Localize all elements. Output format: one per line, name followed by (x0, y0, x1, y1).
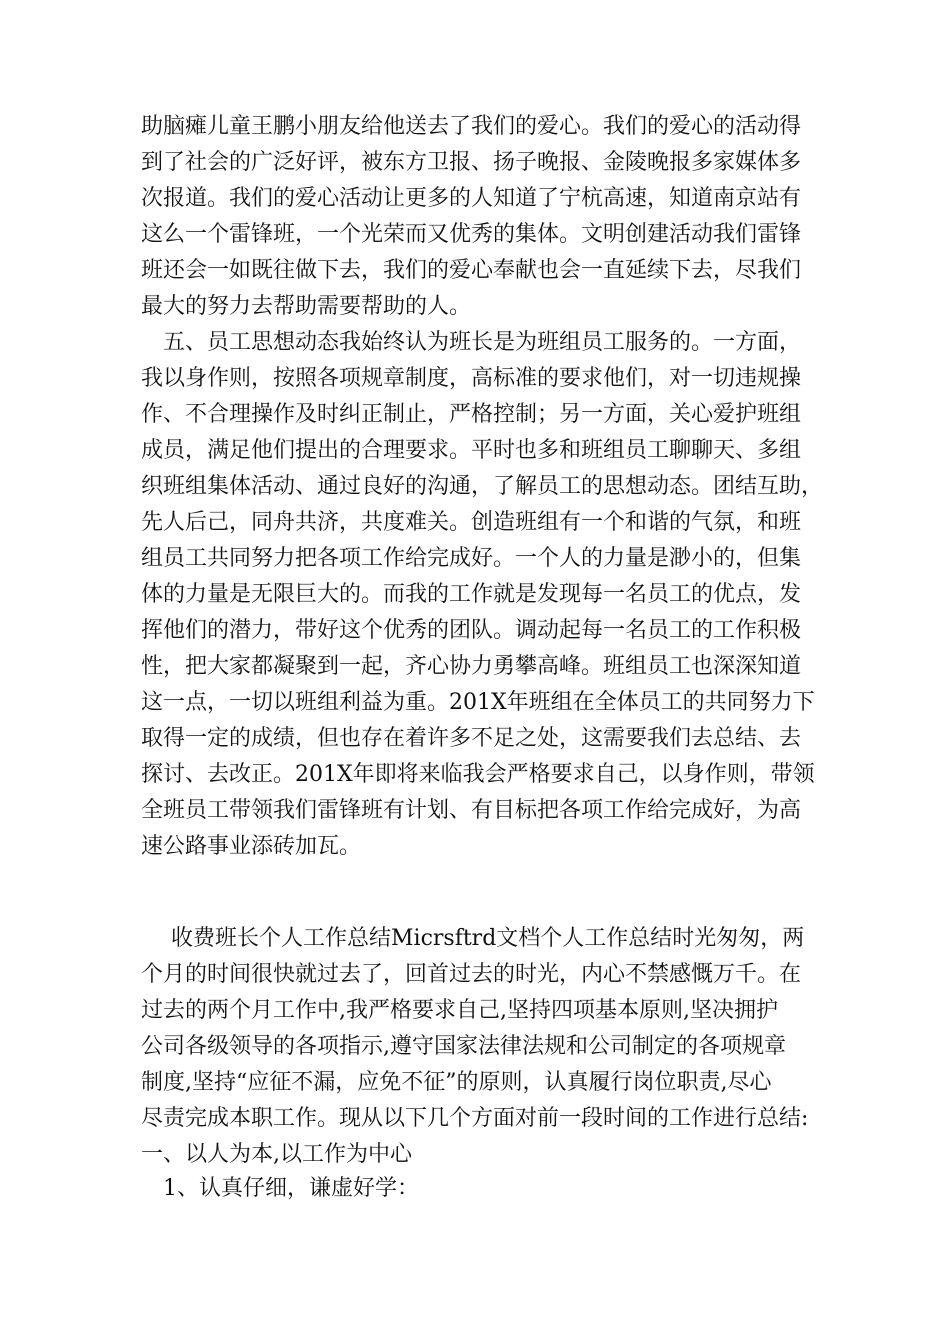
section-heading: 一、以人为本,以工作为中心 (141, 1142, 412, 1167)
paragraph-line: 取得一定的成绩，但也存在着许多不足之处，这需要我们去总结、去 (141, 726, 802, 751)
paragraph-line: 五、员工思想动态我始终认为班长是为班组员工服务的。一方面， (163, 330, 802, 355)
paragraph-line: 尽责完成本职工作。现从以下几个方面对前一段时间的工作进行总结: (141, 1106, 809, 1131)
paragraph-line: 最大的努力去帮助需要帮助的人。 (141, 294, 472, 319)
paragraph-line: 挥他们的潜力，带好这个优秀的团队。调动起每一名员工的工作积极 (141, 618, 802, 643)
paragraph-line: 助脑瘫儿童王鹏小朋友给他送去了我们的爱心。我们的爱心的活动得 (141, 114, 802, 139)
subsection-heading: 1、认真仔细，谦虚好学： (163, 1176, 419, 1201)
paragraph-line: 到了社会的广泛好评，被东方卫报、扬子晚报、金陵晚报多家媒体多 (141, 150, 802, 175)
paragraph-line: 作、不合理操作及时纠正制止，严格控制；另一方面，关心爱护班组 (141, 402, 802, 427)
paragraph-line: 探讨、去改正。201X年即将来临我会严格要求自己，以身作则，带领 (141, 762, 815, 787)
paragraph-line: 性，把大家都凝聚到一起，齐心协力勇攀高峰。班组员工也深深知道 (141, 654, 802, 679)
paragraph-line: 公司各级领导的各项指示,遵守国家法律法规和公司制定的各项规章 (141, 1034, 786, 1059)
paragraph-line: 个月的时间很快就过去了，回首过去的时光，内心不禁感慨万千。在 (141, 962, 802, 987)
paragraph-line: 过去的两个月工作中,我严格要求自己,坚持四项基本原则,坚决拥护 (141, 998, 778, 1023)
paragraph-line: 先人后己，同舟共济，共度难关。创造班组有一个和谐的气氛，和班 (141, 510, 802, 535)
paragraph-line: 体的力量是无限巨大的。而我的工作就是发现每一名员工的优点，发 (141, 582, 802, 607)
paragraph-line: 成员，满足他们提出的合理要求。平时也多和班组员工聊聊天、多组 (141, 438, 802, 463)
paragraph-line: 全班员工带领我们雷锋班有计划、有目标把各项工作给完成好，为高 (141, 798, 802, 823)
paragraph-line: 速公路事业添砖加瓦。 (141, 834, 362, 859)
paragraph-line: 组员工共同努力把各项工作给完成好。一个人的力量是渺小的，但集 (141, 546, 802, 571)
paragraph-line: 制度,坚持“应征不漏，应免不征”的原则，认真履行岗位职责,尽心 (141, 1070, 772, 1095)
paragraph-line: 次报道。我们的爱心活动让更多的人知道了宁杭高速，知道南京站有 (141, 186, 802, 211)
paragraph-line: 织班组集体活动、通过良好的沟通，了解员工的思想动态。团结互助， (141, 474, 824, 499)
paragraph-line: 我以身作则，按照各项规章制度，高标准的要求他们，对一切违规操 (141, 366, 802, 391)
paragraph-line: 班还会一如既往做下去，我们的爱心奉献也会一直延续下去，尽我们 (141, 258, 802, 283)
paragraph-line: 这一点，一切以班组利益为重。201X年班组在全体员工的共同努力下 (141, 690, 815, 715)
paragraph-line: 这么一个雷锋班，一个光荣而又优秀的集体。文明创建活动我们雷锋 (141, 222, 802, 247)
paragraph-line: 收费班长个人工作总结Micrsftrd文档个人工作总结时光匆匆，两 (171, 926, 805, 951)
